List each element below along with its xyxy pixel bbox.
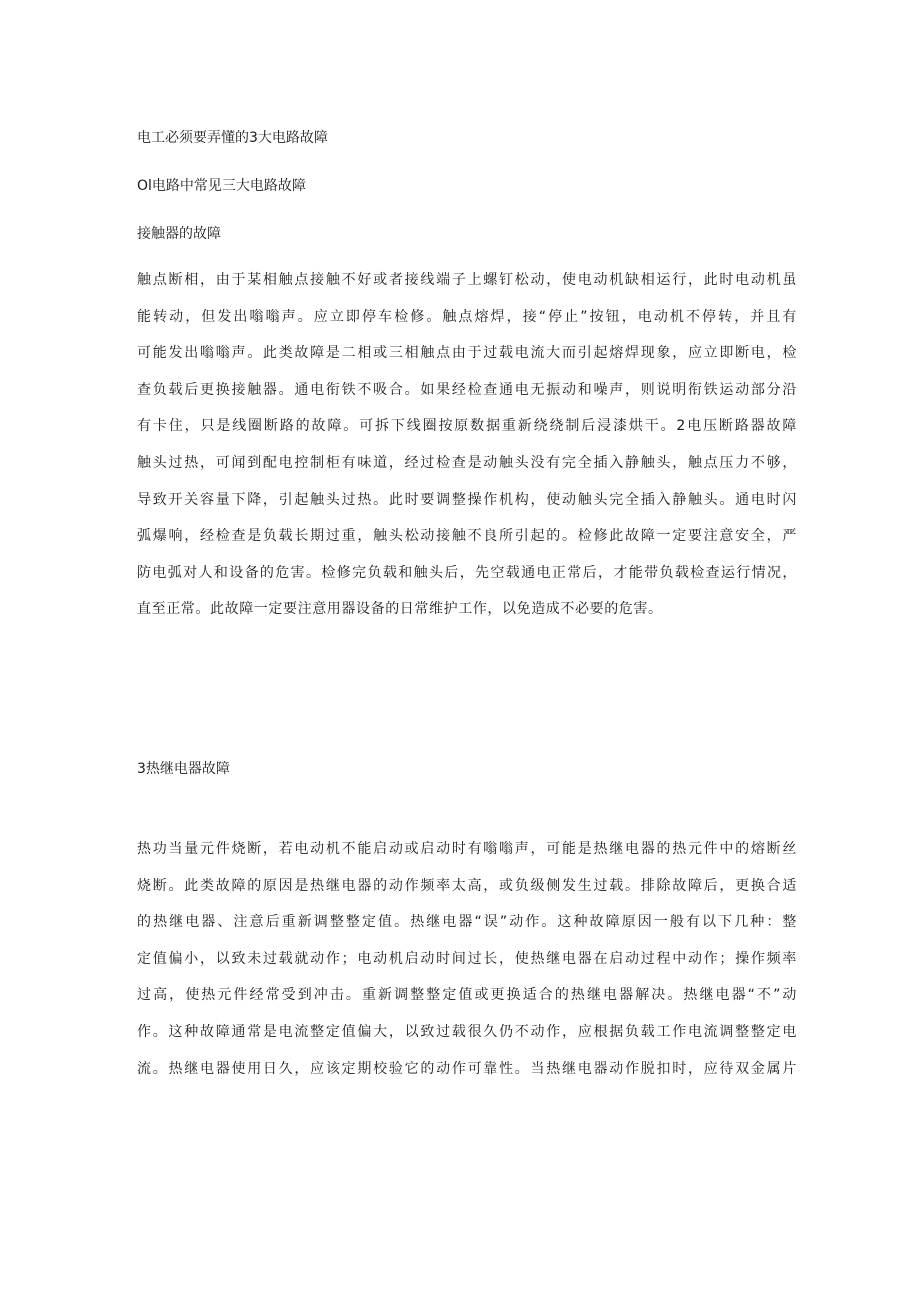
paragraph-line: 烧断。此类故障的原因是热继电器的动作频率太高，或负级侧发生过载。排除故障后，更换合适 xyxy=(137,877,797,894)
paragraph-line: 过高，使热元件经常受到冲击。重新调整整定值或更换适合的热继电器解决。热继电器“不”动 xyxy=(137,987,797,1004)
paragraph-line: 查负载后更换接触器。通电衔铁不吸合。如果经检查通电无振动和噪声，则说明衔铁运动部分沿 xyxy=(137,381,797,398)
paragraph-line: 定值偏小，以致未过载就动作；电动机启动时间过长，使热继电器在启动过程中动作；操作频率 xyxy=(137,950,797,967)
paragraph-line: 可能发出嗡嗡声。此类故障是二相或三相触点由于过载电流大而引起熔焊现象，应立即断电，检 xyxy=(137,345,797,362)
paragraph-line: 热功当量元件烧断，若电动机不能启动或启动时有嗡嗡声，可能是热继电器的热元件中的熔断丝 xyxy=(137,841,797,857)
paragraph-line: 导致开关容量下降，引起触头过热。此时要调整操作机构，使动触头完全插入静触头。通电时闪 xyxy=(137,491,797,508)
paragraph-line: 触头过热，可闻到配电控制柜有味道，经过检查是动触头没有完全插入静触头，触点压力不够， xyxy=(137,454,797,471)
paragraph-line: 有卡住，只是线圈断路的故障。可拆下线圈按原数据重新绕绕制后浸漆烘干。2电压断路器故障 xyxy=(137,418,797,435)
paragraph-thermal-relay-faults xyxy=(137,839,797,1095)
paragraph-line: 直至正常。此故障一定要注意用器设备的日常维护工作，以免造成不必要的危害。 xyxy=(137,601,663,618)
subsection-heading-contactor: 接触器的故障 xyxy=(137,226,221,242)
paragraph-line: 的热继电器、注意后重新调整整定值。热继电器“误”动作。这种故障原因一般有以下几种：整 xyxy=(137,914,797,931)
paragraph-line: 能转动，但发出嗡嗡声。应立即停车检修。触点熔焊，接“停止”按钮，电动机不停转，并且有 xyxy=(137,308,797,325)
paragraph-line: 触点断相，由于某相触点接触不好或者接线端子上螺钉松动，使电动机缺相运行，此时电动机虽 xyxy=(137,272,797,288)
subsection-heading-thermal-relay: 3热继电器故障 xyxy=(137,761,230,777)
section-heading: Ol电路中常见三大电路故障 xyxy=(137,178,306,194)
paragraph-contactor-faults xyxy=(137,270,797,636)
paragraph-line: 作。这种故障通常是电流整定值偏大，以致过载很久仍不动作，应根据负载工作电流调整整定电 xyxy=(137,1023,797,1040)
paragraph-line: 防电弧对人和设备的危害。检修完负载和触头后，先空载通电正常后，才能带负载检查运行情况， xyxy=(137,564,797,581)
document-title: 电工必须要弄懂的3大电路故障 xyxy=(137,130,328,146)
paragraph-line: 弧爆响，经检查是负载长期过重，触头松动接触不良所引起的。检修此故障一定要注意安全，严 xyxy=(137,528,797,545)
paragraph-line: 流。热继电器使用日久，应该定期校验它的动作可靠性。当热继电器动作脱扣时，应待双金属片 xyxy=(137,1060,797,1077)
